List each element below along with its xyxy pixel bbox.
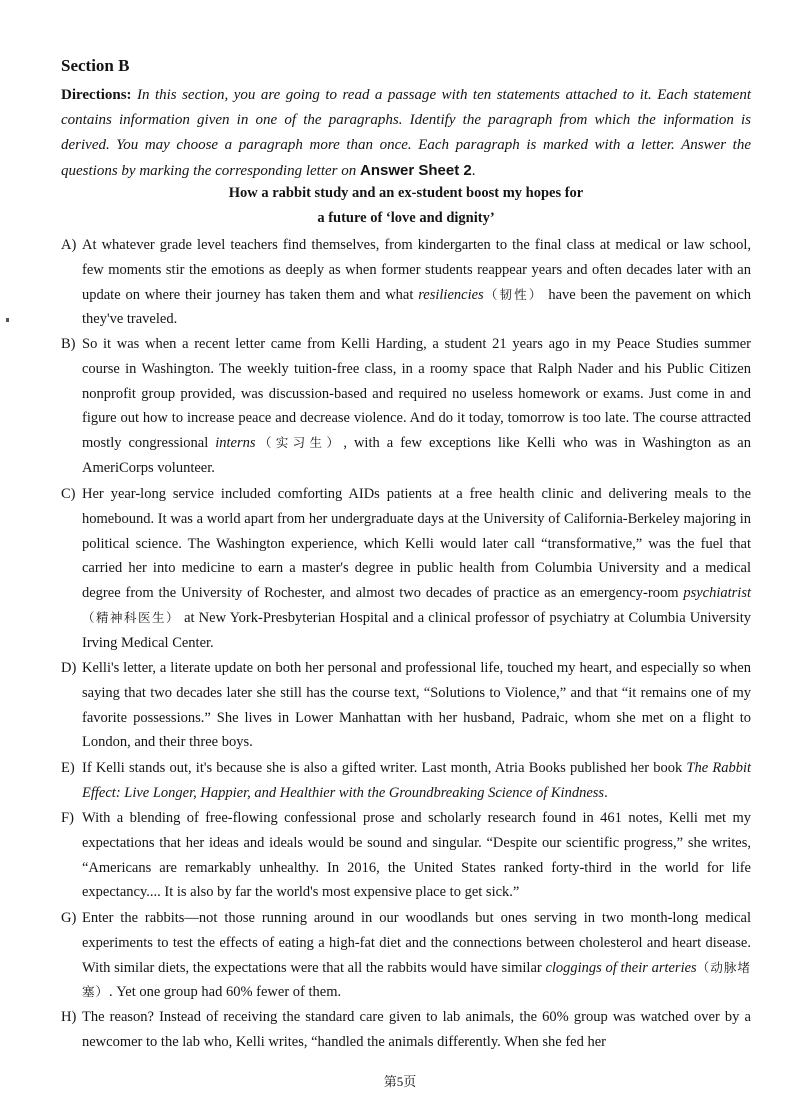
paragraph-body xyxy=(82,906,751,1005)
paragraph-body: The reason? Instead of receiving the standard care given to lab animals, the 60% group was watched over by a newcomer to the lab who, Kelli writes, “handled the animals differently. When she fed her xyxy=(82,1009,751,1050)
paragraph-body xyxy=(82,233,751,332)
directions-label: Directions: xyxy=(61,87,132,103)
italic-term: resiliencies xyxy=(418,286,484,303)
italic-term: interns xyxy=(215,435,256,452)
paragraph-body: Kelli's letter, a literate update on both her personal and professional life, touched my heart, and especially so when saying that two decades later she still has the course text, “Solutions to Violence,” and that “it remains one of my favorite possessions.” She lives in Lower Manhattan with her husband, Padraic, whom she met on a flight to London, and their three boys. xyxy=(82,660,751,751)
paragraph-h xyxy=(61,1005,751,1055)
paragraph-letter: A) xyxy=(61,237,77,253)
paragraph-b xyxy=(61,332,751,481)
directions xyxy=(61,83,751,184)
chinese-gloss: （实习生） xyxy=(255,436,344,451)
paragraph-body xyxy=(82,482,751,656)
paragraph-f xyxy=(61,806,751,905)
paragraph-g xyxy=(61,906,751,1005)
paragraph-text: at New York-Presbyterian Hospital and a clinical professor of psychiatry at Columbia University Irving Medical Center. xyxy=(82,609,751,651)
answer-sheet-label: Answer Sheet 2 xyxy=(360,162,472,179)
directions-text: In this section, you are going to read a passage with ten statements attached to it. Each statement contains information given in one of the paragraphs. Identify the paragraph from which the information is derived. You may choose a paragraph more than once. Each paragraph is marked with a letter. Answer the questions by marking the corresponding letter on xyxy=(61,87,751,179)
chinese-gloss: （动脉堵塞） xyxy=(82,960,751,1000)
paragraph-text: have been the pavement on which they've traveled. xyxy=(82,286,752,328)
paragraph-e xyxy=(61,756,751,806)
paragraph-text: Her year-long service included comforting AIDs patients at a free health clinic and delivering meals to the homebound. It was a world apart from her undergraduate days at the University of California-Berkeley majoring in political science. The Washington experience, which Kelli would later call “transformative,” was the fuel that carried her into medicine to earn a master's degree in public health from Columbia University and a medical degree from the University of Rochester, and almost two decades of practice as an emergency-room xyxy=(82,486,751,602)
paragraph-text: . xyxy=(604,784,608,801)
directions-end: . xyxy=(471,163,476,179)
paragraph-letter: G) xyxy=(61,910,77,926)
italic-term: cloggings of their arteries xyxy=(545,959,697,976)
paragraph-letter: H) xyxy=(61,1009,77,1025)
passage-title-line-1: How a rabbit study and an ex-student boost my hopes for xyxy=(228,185,584,201)
paragraph-text: . Yet one group had 60% fewer of them. xyxy=(109,984,342,1001)
paragraph-letter: B) xyxy=(61,336,76,352)
paragraph-text: Enter the rabbits—not those running around in our woodlands but ones serving in two month-long medical experiments to test the effects of eating a high-fat diet and the connections between cholesterol and heart disease. With similar diets, the expectations were that all the rabbits would have similar xyxy=(82,910,751,976)
italic-term: psychiatrist xyxy=(683,585,752,602)
paragraph-letter: E) xyxy=(61,760,75,776)
paragraph-letter: D) xyxy=(61,660,77,676)
paragraph-letter: C) xyxy=(61,486,76,502)
paragraph-text: So it was when a recent letter came from Kelli Harding, a student 21 years ago in my Peace Studies summer course in Washington. The weekly tuition-free class, in a roomy space that Ralph Nader and his Public Citizen nonprofit group provided, was discussion-based and required no useless homework or exams. Just come in and figure out how to increase peace and decrease violence. And do it today, tomorrow is too late. The course attracted mostly congressional xyxy=(82,336,751,452)
chinese-gloss: （韧性） xyxy=(483,287,544,302)
book-title: The Rabbit Effect: Live Longer, Happier, and Healthier with the Groundbreaking Science of Kindness xyxy=(82,760,752,801)
paragraph-body: With a blending of free-flowing confessional prose and scholarly research found in 461 notes, Kelli met my expectations that her ideas and ideals would be sound and singular. “Despite our scientific progress,” she writes, “Americans are remarkably unhealthy. In 2016, the United States ranked forty-third in the world for life expectancy.... It is also by far the world's most expensive place to get sick.” xyxy=(82,810,751,901)
section-title: Section B xyxy=(61,56,130,75)
paragraph-text: At whatever grade level teachers find themselves, from kindergarten to the final class at medical or law school, few moments stir the emotions as deeply as when former students reappear years and often decades later with an update on where their journey has taken them and what xyxy=(82,237,751,303)
paragraph-c xyxy=(61,482,751,656)
page-number: 第5页 xyxy=(383,1074,417,1089)
paragraph-body xyxy=(82,756,751,806)
paragraph-text: If Kelli stands out, it's because she is also a gifted writer. Last month, Atria Books published her book xyxy=(82,760,683,776)
chinese-gloss: （精神科医生） xyxy=(82,610,180,625)
paragraph-a xyxy=(61,233,751,332)
paragraph-text: , with a few exceptions like Kelli who was in Washington as an AmeriCorps volunteer. xyxy=(82,435,751,476)
binding-margin-mark xyxy=(6,318,9,322)
paragraph-d xyxy=(61,656,751,755)
passage-title-line-2: a future of ‘love and dignity’ xyxy=(317,210,495,226)
paragraph-body xyxy=(82,332,751,481)
paragraph-letter: F) xyxy=(61,810,74,826)
